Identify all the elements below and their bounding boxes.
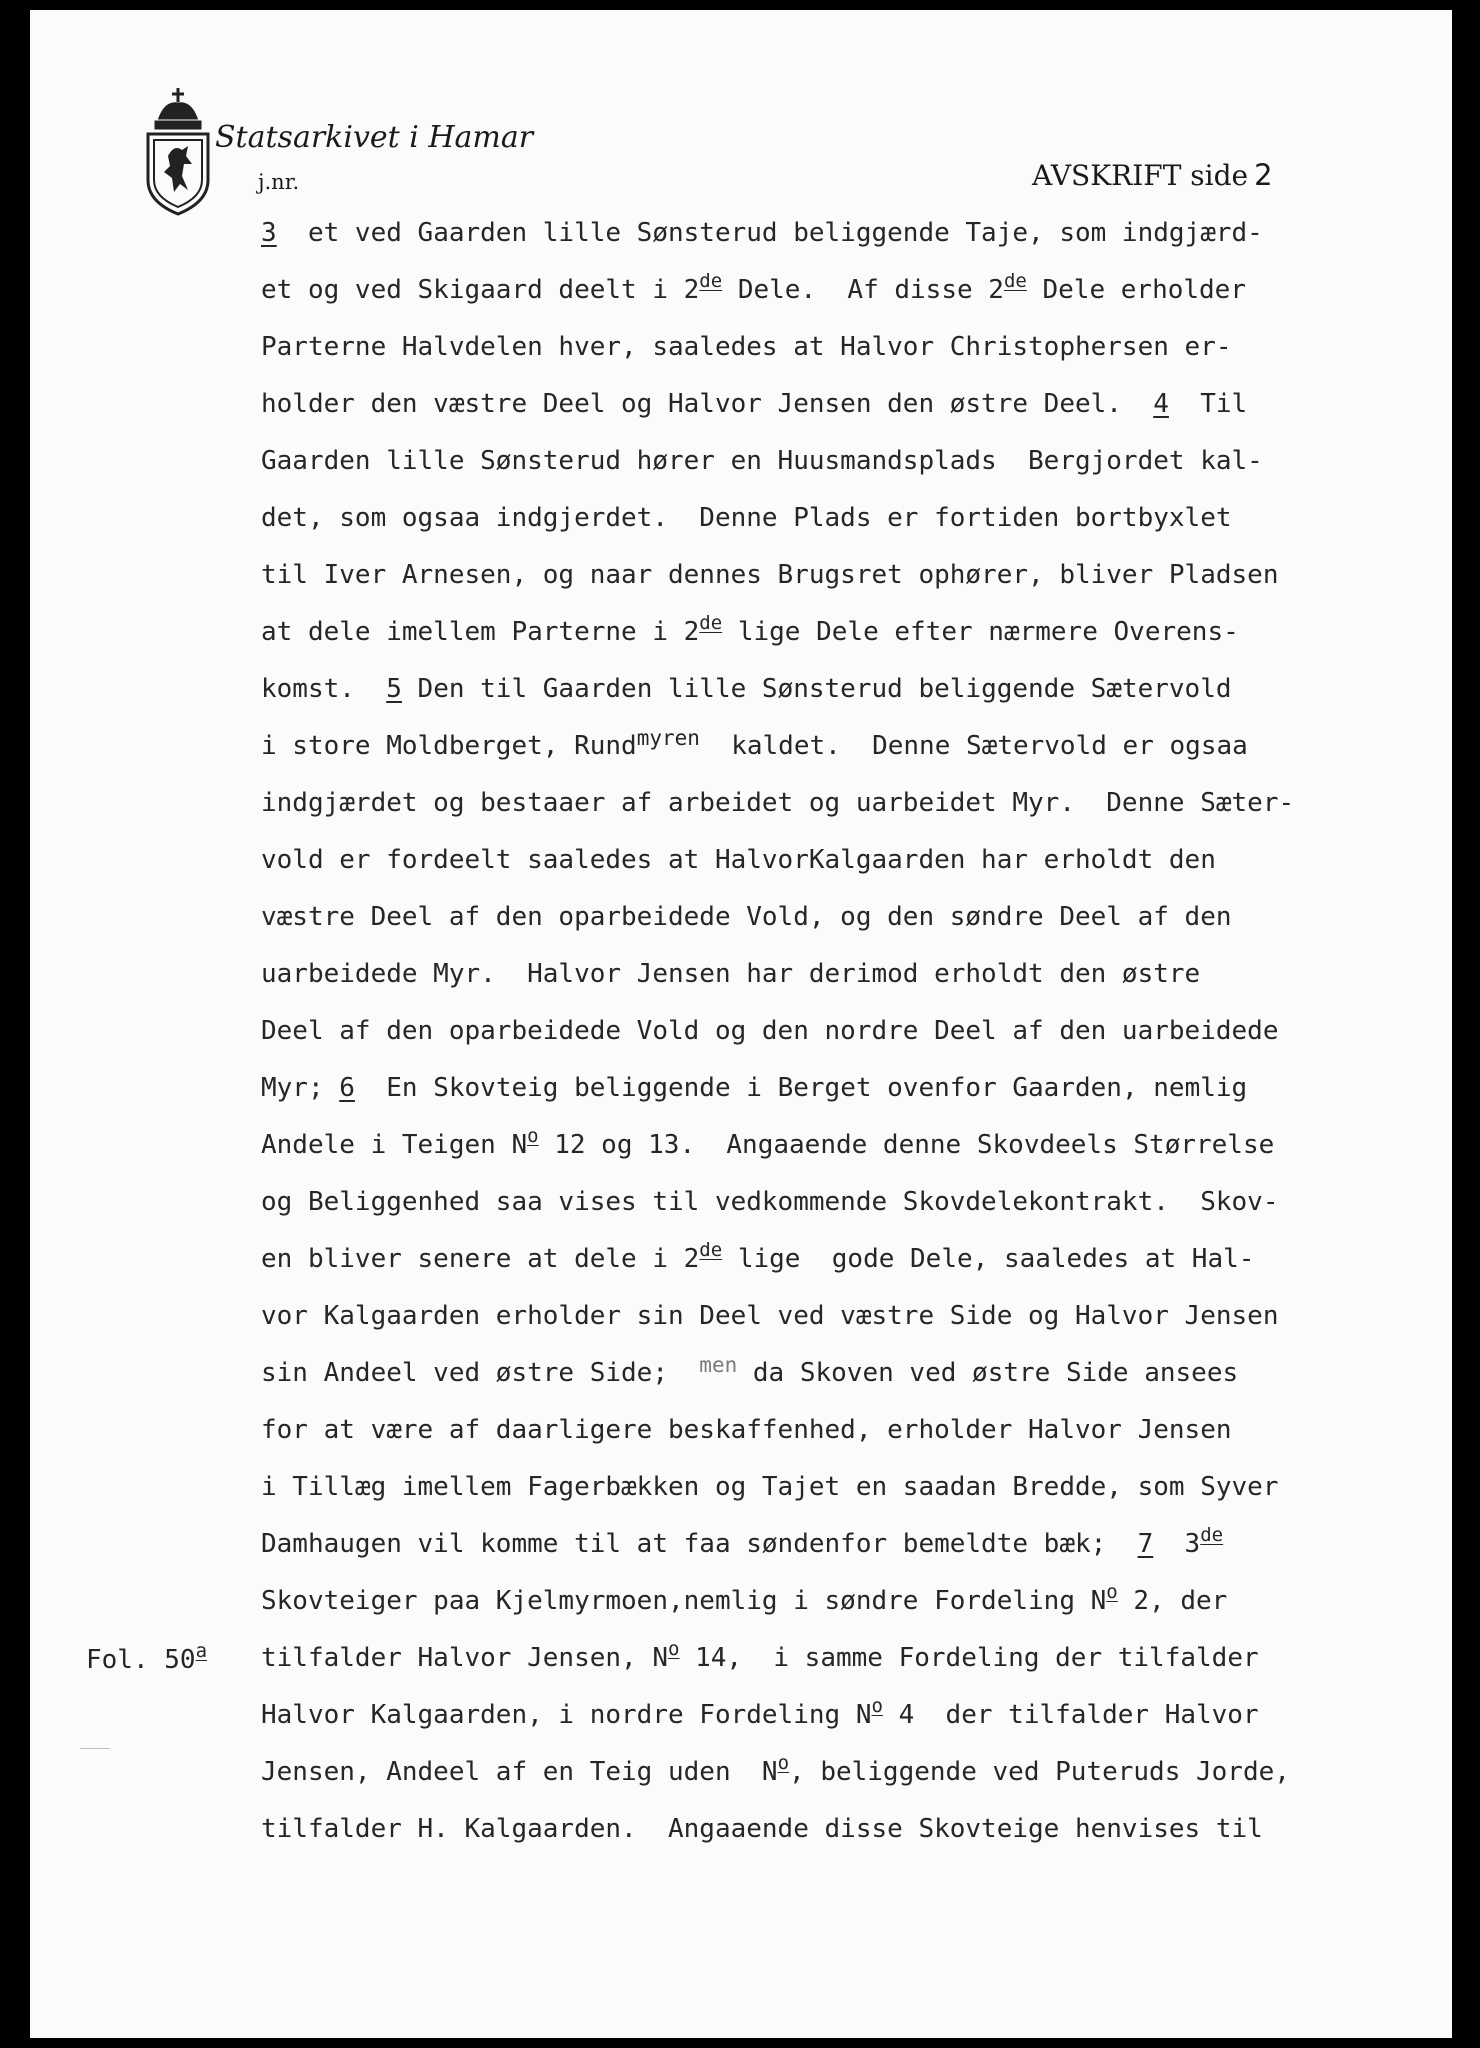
text-segment: lige Dele efter nærmere Overens- [722, 617, 1239, 647]
text-segment: Myr; [261, 1073, 340, 1103]
text-line [261, 1630, 1441, 1687]
text-segment: da Skoven ved østre Side ansees [737, 1358, 1239, 1388]
text-segment: og Beliggenhed saa vises til vedkommende Skovdelekontrakt. Skov- [261, 1187, 1279, 1217]
text-segment: 3 [1153, 1529, 1201, 1559]
folio-margin-note [86, 1640, 208, 1675]
text-segment: tilfalder Halvor Jensen, N [261, 1643, 668, 1673]
text-segment: Til [1168, 389, 1248, 419]
journal-number-label: j.nr. [258, 170, 300, 194]
text-line [261, 1231, 1441, 1288]
section-number: 5 [386, 674, 402, 704]
text-segment: Dele. Af disse 2 [722, 275, 1004, 305]
section-number: 7 [1137, 1529, 1154, 1559]
avskrift-label: AVSKRIFT side [1032, 159, 1249, 192]
text-segment: En Skovteig beliggende i Berget ovenfor Gaarden, nemlig [354, 1073, 1248, 1103]
text-segment: Skovteiger paa Kjelmyrmoen,nemlig i søndre Fordeling N [261, 1586, 1107, 1616]
text-line [261, 547, 1441, 604]
text-segment: Den til Gaarden lille Sønsterud beliggende Sætervold [401, 674, 1232, 704]
superscript-text: de [699, 612, 723, 634]
text-line [261, 946, 1441, 1003]
text-line [261, 1516, 1441, 1573]
text-line [261, 1744, 1441, 1801]
transcript-body [261, 205, 1441, 1858]
archive-title: Statsarkivet i Hamar [215, 120, 534, 155]
text-segment: Andele i Teigen N [261, 1130, 528, 1160]
text-segment: 12 og 13. Angaaende denne Skovdeels Størrelse [538, 1130, 1275, 1160]
text-segment: uarbeidede Myr. Halvor Jensen har derimod erholdt den østre [261, 959, 1201, 989]
text-segment: Gaarden lille Sønsterud hører en Huusmandsplads Bergjordet kal- [261, 446, 1263, 476]
text-segment: til Iver Arnesen, og naar dennes Brugsret ophører, bliver Pladsen [261, 560, 1279, 590]
text-segment: vold er fordeelt saaledes at HalvorKalgaarden har erholdt den [261, 845, 1216, 875]
text-segment: vor Kalgaarden erholder sin Deel ved væstre Side og Halvor Jensen [261, 1301, 1279, 1331]
text-segment: sin Andeel ved østre Side; [261, 1358, 700, 1388]
text-segment: holder den væstre Deel og Halvor Jensen den østre Deel. [261, 389, 1154, 419]
section-number: 3 [261, 218, 277, 248]
document-page [30, 10, 1452, 2038]
text-segment: i store Moldberget, Rund [261, 731, 637, 761]
text-line [261, 1345, 1441, 1402]
superscript-text: myren [636, 726, 700, 750]
text-segment: et ved Gaarden lille Sønsterud beliggende Taje, som indgjærd- [276, 218, 1263, 248]
text-segment: Damhaugen vil komme til at faa søndenfor bemeldte bæk; [261, 1529, 1138, 1559]
text-line [261, 1402, 1441, 1459]
text-segment: at dele imellem Parterne i 2 [261, 617, 700, 647]
page-number: 2 [1254, 158, 1273, 192]
text-segment: 2, der [1117, 1586, 1228, 1616]
superscript-text: men [699, 1353, 738, 1377]
text-segment: en bliver senere at dele i 2 [261, 1244, 700, 1274]
text-line [261, 205, 1441, 262]
text-line [261, 1573, 1441, 1630]
text-line [261, 889, 1441, 946]
text-segment: et og ved Skigaard deelt i 2 [261, 275, 700, 305]
text-segment: Deel af den oparbeidede Vold og den nordre Deel af den uarbeidede [261, 1016, 1279, 1046]
text-segment: det, som ogsaa indgjerdet. Denne Plads er fortiden bortbyxlet [261, 503, 1232, 533]
text-segment: 14, i samme Fordeling der tilfalder [679, 1643, 1259, 1673]
text-segment: for at være af daarligere beskaffenhed, erholder Halvor Jensen [261, 1415, 1232, 1445]
text-segment: Halvor Kalgaarden, i nordre Fordeling N [261, 1700, 872, 1730]
text-segment: tilfalder H. Kalgaarden. Angaaende disse Skovteige henvises til [261, 1814, 1263, 1844]
text-segment: Parterne Halvdelen hver, saaledes at Halvor Christophersen er- [261, 332, 1232, 362]
text-line [261, 490, 1441, 547]
text-segment: Dele erholder [1026, 275, 1246, 305]
text-line [261, 376, 1441, 433]
section-number: 6 [339, 1073, 355, 1103]
text-line [261, 661, 1441, 718]
text-line [261, 1174, 1441, 1231]
text-segment: væstre Deel af den oparbeidede Vold, og den søndre Deel af den [261, 902, 1232, 932]
text-line [261, 1060, 1441, 1117]
folio-text: Fol. 50 [86, 1645, 196, 1675]
text-line [261, 433, 1441, 490]
text-segment: komst. [261, 674, 387, 704]
text-line [261, 1459, 1441, 1516]
text-line [261, 775, 1441, 832]
text-segment: indgjærdet og bestaaer af arbeidet og uarbeidet Myr. Denne Sæter- [261, 788, 1295, 818]
superscript-text: de [699, 1239, 723, 1261]
superscript-text: o [777, 1752, 790, 1774]
superscript-text: de [1003, 270, 1027, 292]
text-segment: 4 der tilfalder Halvor [882, 1700, 1259, 1730]
margin-divider [80, 1748, 110, 1749]
text-line [261, 718, 1441, 775]
text-segment: , beliggende ved Puteruds Jorde, [789, 1757, 1290, 1787]
text-line [261, 1288, 1441, 1345]
text-line [261, 604, 1441, 661]
section-number: 4 [1153, 389, 1169, 419]
superscript-text: de [1200, 1524, 1224, 1546]
text-line [261, 262, 1441, 319]
text-line [261, 832, 1441, 889]
superscript-text: de [699, 270, 723, 292]
superscript-text: o [871, 1695, 883, 1717]
text-line [261, 1801, 1441, 1858]
text-line [261, 319, 1441, 376]
text-segment: Jensen, Andeel af en Teig uden N [261, 1757, 778, 1787]
text-segment: i Tillæg imellem Fagerbækken og Tajet en saadan Bredde, som Syver [261, 1472, 1279, 1502]
superscript-text: o [668, 1638, 680, 1660]
text-line [261, 1117, 1441, 1174]
superscript-text: o [1106, 1581, 1118, 1603]
text-segment: lige gode Dele, saaledes at Hal- [722, 1244, 1255, 1274]
text-segment: kaldet. Denne Sætervold er ogsaa [699, 731, 1248, 761]
superscript-text: o [527, 1125, 539, 1147]
folio-superscript: a [195, 1640, 208, 1662]
text-line [261, 1687, 1441, 1744]
text-line [261, 1003, 1441, 1060]
transcript-page-label [1032, 158, 1273, 192]
